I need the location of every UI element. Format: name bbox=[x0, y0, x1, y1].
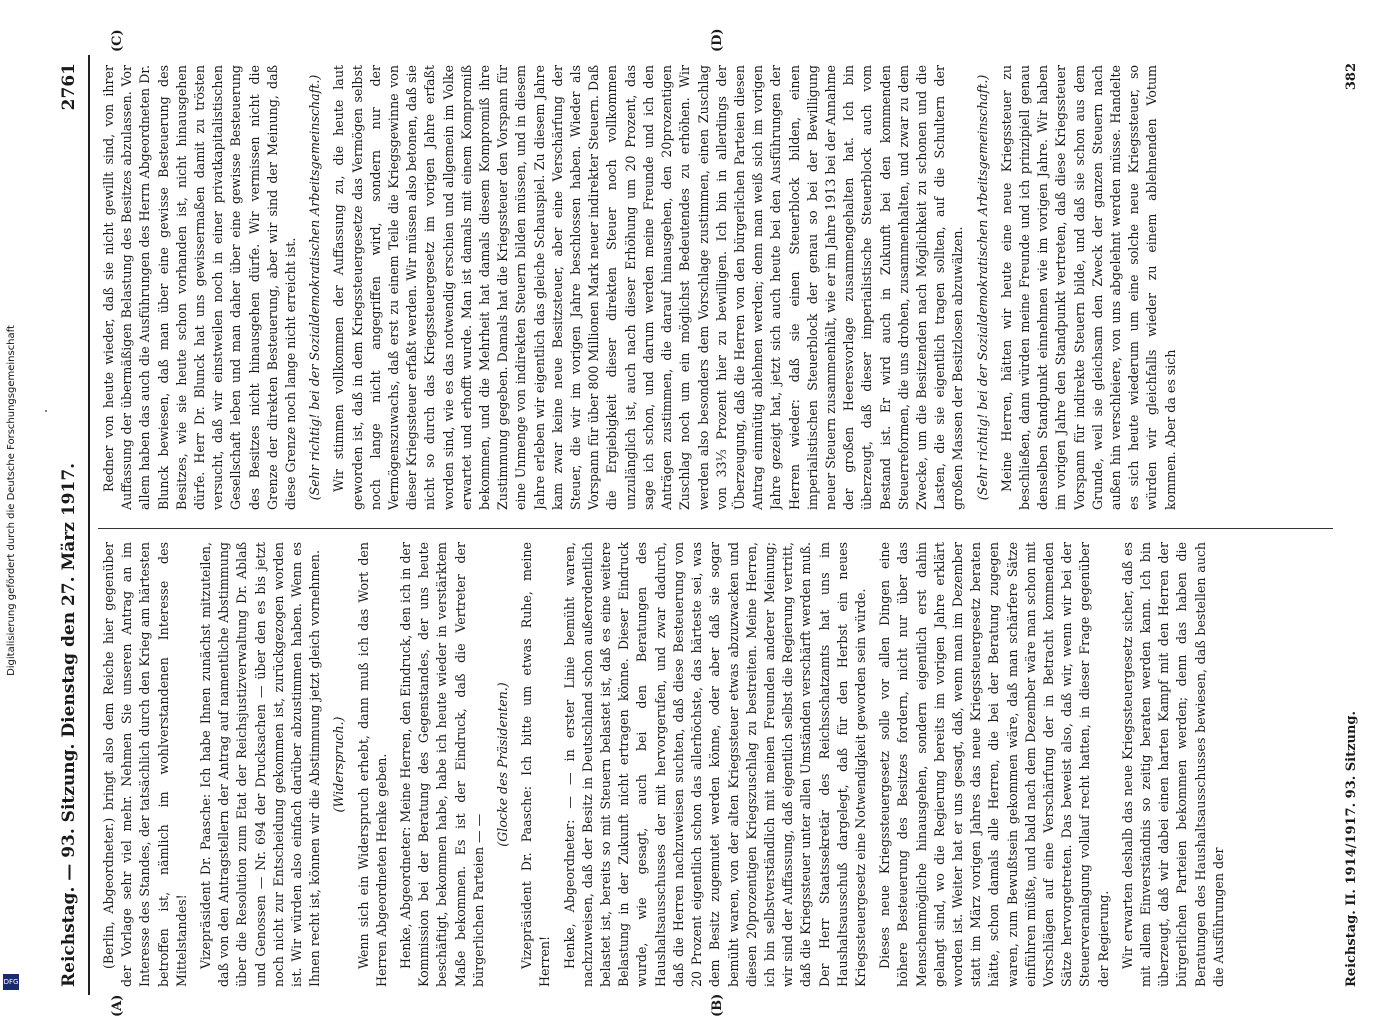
margin-marker-a: (A) bbox=[110, 994, 125, 1017]
margin-marker-c: (C) bbox=[110, 29, 125, 52]
paragraph: Meine Herren, hätten wir heute eine neue Kriegssteuer zu beschließen, dann würden meine Freunde und ich prinzipiell genau denselben Standpunkt einnehmen wie im vorigen Jahre. Wir haben im vorigen Jahre den Standpunkt vertreten, daß diese Kriegssteuer Vorspann für indirekte Steuern bilde, und daß sie schon aus dem Grunde, weil sie gleichsam den Zweck der ganzen Steuern nach außen hin verschleiere, von uns abgelehnt werden müsse. Handelte es sich heute wiederum um eine solche neue Kriegssteuer, so würden wir gleichfalls wieder zu einem ablehnenden Votum kommen. Aber da es sich bbox=[998, 65, 1178, 510]
margin-marker-d: (D) bbox=[710, 28, 725, 52]
scan-speck bbox=[45, 410, 47, 412]
scanned-page bbox=[50, 28, 1365, 1017]
page-number: 2761 bbox=[59, 63, 79, 111]
paragraph: Henke, Abgeordneter: Meine Herren, den Eindruck, den ich in der Kommission bei der Beratung des Gegenstandes, der uns heute beschäftigt, bekommen habe, habe ich heute wieder in verstärktem Maße bekommen. Es ist der Eindruck, daß die Vertreter der bürgerlichen Parteien — — bbox=[398, 542, 486, 987]
right-column bbox=[100, 65, 1330, 510]
interjection: (Sehr richtig! bei der Sozialdemokratischen Arbeitsgemeinschaft.) bbox=[974, 74, 990, 501]
page-footer bbox=[1337, 55, 1365, 995]
interjection: (Widerspruch.) bbox=[331, 716, 347, 813]
dfg-logo-icon: DFG bbox=[3, 974, 19, 990]
page-header bbox=[50, 55, 90, 995]
margin-marker-b: (B) bbox=[710, 993, 725, 1017]
digitization-credit-text: Digitalisierung gefördert durch die Deutsche Forschungsgemeinschaft bbox=[5, 324, 17, 676]
paragraph: (Berlin, Abgeordneter.) bringt also dem Reiche hier gegenüber der Vorlage sehr viel mehr. Nehmen Sie unseren Antrag an im Interesse des Standes, der tatsächlich durch den Krieg am härtesten betroffen ist, nämlich im wohlverstandenen Interesse des Mittelstandes! bbox=[101, 542, 189, 987]
column-divider bbox=[98, 528, 1333, 529]
paragraph: Dieses neue Kriegssteuergesetz solle vor allen Dingen eine höhere Besteuerung des Besitzes fordern, nicht nur über das Menschenmögliche hinausgehen, sondern eigentlich erst dahin gelangt sind, wo die Regierung bereits im vorigen Jahre erklärt worden ist. Weiter hat er uns gesagt, daß, wenn man im Dezember statt im März vorigen Jahres das neue Kriegssteuergesetz beraten hätte, schon damals alle Herren, die bei der Beratung zugegen waren, zum Bewußtsein gekommen wäre, daß man schärfere Sätze einführen müßte, und bald nach dem Dezember wäre man schon mit Vorschlägen auf eine Verschärfung der in Betracht kommenden Sätze hervorgetreten. Das beweist also, daß wir, wenn wir bei der Steuerveranlagung vollauf recht hatten, in dieser Frage gegenüber der Regierung. bbox=[877, 542, 1111, 987]
paragraph: Vizepräsident Dr. Paasche: Ich habe Ihnen zunächst mitzuteilen, daß von den Antragstellern der Antrag auf namentliche Abstimmung über die Resolution zum Etat der Reichsjustizverwaltung Dr. Ablaß und Genossen — Nr. 694 der Drucksachen — über den es bis jetzt noch nicht zur Entscheidung gekommen ist, zurückgezogen worden ist. Wir würden also einfach darüber abzustimmen haben. Wenn es Ihnen recht ist, können wir die Abstimmung jetzt gleich vornehmen. bbox=[198, 542, 323, 987]
interjection: (Glocke des Präsidenten.) bbox=[495, 682, 511, 847]
paragraph: Wir erwarten deshalb das neue Kriegssteuergesetz sicher, daß es mit allem Einverständnis so zeitig beraten werden kann. Ich bin überzeugt, daß wir dabei einen harten Kampf mit den Herren der bürgerlichen Parteien bekommen werden; denn das haben die Beratungen des Haushaltsausschusses bewiesen, daß bestellen auch die Ausführungen der bbox=[1119, 542, 1226, 987]
interjection: (Sehr richtig! bei der Sozialdemokratischen Arbeitsgemeinschaft.) bbox=[307, 74, 323, 501]
left-column bbox=[100, 542, 1330, 987]
footer-signature: Reichstag. II. 1914/1917. 93. Sitzung. bbox=[1343, 710, 1359, 987]
paragraph: Redner von heute wieder, daß sie nicht gewillt sind, von ihrer Auffassung der übermäßigen Belastung des Besitzes abzulassen. Vor allem haben das auch die Ausführungen des Herrn Abgeordneten Dr. Blunck bewiesen, daß man über eine gewisse Besteuerung des Besitzes, wie sie heute schon vorhanden ist, nicht hinausgehen dürfe. Herr Dr. Blunck hat uns gewissermaßen damit zu trösten versucht, daß wir einstweilen noch in einer privatkapitalistischen Gesellschaft leben und man daher über eine gewisse Besteuerung des Besitzes nicht hinausgehen dürfe. Wir vermissen nicht die Grenze der direkten Besteuerung, aber wir sind der Meinung, daß diese Grenze noch lange nicht erreicht ist. bbox=[101, 65, 299, 510]
paragraph: Vizepräsident Dr. Paasche: Ich bitte um etwas Ruhe, meine Herren! bbox=[519, 542, 553, 987]
paragraph: Henke, Abgeordneter: — — in erster Linie bemüht waren, nachzuweisen, daß der Besitz in Deutschland schon außerordentlich belastet ist, bereits so mit Steuern belastet ist, daß es eine weitere Belastung in der Zukunft nicht ertragen könne. Dieser Eindruck wurde, wie gesagt, auch bei den Beratungen des Haushaltsausschusses der mit hervorgerufen, und zwar dadurch, daß die Herren nachzuweisen suchten, daß diese Besteuerung von 20 Prozent eigentlich schon das allerhöchste, das härteste sei, was dem Besitz zugemutet werden könne, oder aber daß sie sogar bemüht waren, von der alten Kriegssteuer etwas abzuzwacken und diesen 20prozentigen Kriegszuschlag zu bestreiten. Meine Herren, ich bin selbstverständlich mit meinen Freunden anderer Meinung; wir sind der Auffassung, daß eigentlich selbst die Regierung vertritt, daß die Kriegssteuer unter allen Umständen verschärft werden muß. Der Herr Staatssekretär des Reichsschatzamts hat uns im Haushaltsausschuß dargelegt, daß für den Herbst ein neues Kriegssteuergesetz eine Notwendigkeit geworden sein würde. bbox=[561, 542, 868, 987]
paragraph: Wenn sich ein Widerspruch erhebt, dann muß ich das Wort den Herren Abgeordneten Henke geben. bbox=[355, 542, 389, 987]
header-title: Reichstag. — 93. Sitzung. Dienstag den 27. März 1917. bbox=[59, 462, 79, 987]
paragraph: Wir stimmen vollkommen der Auffassung zu, die heute laut geworden ist, daß in dem Kriegssteuergesetze das Vermögen selbst noch lange nicht angegriffen wird, sondern nur der Vermögenszuwachs, daß erst zu einem Teile die Kriegsgewinne von dieser Kriegssteuer erfaßt werden. Wir müssen also betonen, daß sie nicht so durch das Kriegssteuergesetz im vorigen Jahre erfaßt worden sind, wie es das notwendig erschien und allgemein im Volke erwartet und erhofft wurde. Man ist damals mit einem Kompromiß bekommen, und die Mehrheit hat damals diesem Kompromiß ihre Zustimmung gegeben. Damals hat die Kriegssteuer den Vorspann für eine Unmenge von indirekten Steuern bilden müssen, und in diesem Jahre erleben wir eigentlich das gleiche Schauspiel. Zu diesem Jahre kam zwar keine neue Besitzsteuer, aber eine Verschärfung der Steuer, die wir im vorigen Jahre beschlossen haben. Wieder als Vorspann für über 800 Millionen Mark neuer indirekter Steuern. Daß die Ergiebigkeit dieser direkten Steuer noch vollkommen unzulänglich ist, auch nach dieser Erhöhung um 20 Prozent, das sage ich schon, und darum werden meine Freunde und ich den Anträgen zustimmen, die darauf hinausgehen, den 20prozentigen Zuschlag noch um ein möglichst Bedeutendes zu erhöhen. Wir werden also besonders dem Vorschlage zustimmen, einen Zuschlag von 33⅓ Prozent hier zu bewilligen. Ich bin in allerdings der Überzeugung, daß die Herren von den bürgerlichen Parteien diesen Antrag einmütig ablehnen werden; denn man weiß sich im vorigen Jahre gezeigt hat, jetzt sich auch heute bei den Ausführungen der Herren wieder: daß sie einen Steuerblock bilden, einen imperialistischen Steuerblock der genau so bei der Bewilligung neuer Steuern zusammenhält, wie er im Jahre 1913 bei der Annahme der großen Heeresvorlage zusammengehalten hat. Ich bin überzeugt, daß dieser imperialistische Steuerblock auch vom Bestand ist. Er wird auch in Zukunft bei den kommenden Steuerreformen, die uns drohen, zusammenhalten, und zwar zu dem Zwecke, um die Besitzenden nach Möglichkeit zu schonen und die Lasten, die sie eigentlich tragen sollten, auf die Schultern der großen Massen der Besitzlosen abzuwälzen. bbox=[331, 65, 966, 510]
digitization-credit bbox=[0, 0, 22, 1000]
sheet-number: 382 bbox=[1343, 63, 1359, 91]
